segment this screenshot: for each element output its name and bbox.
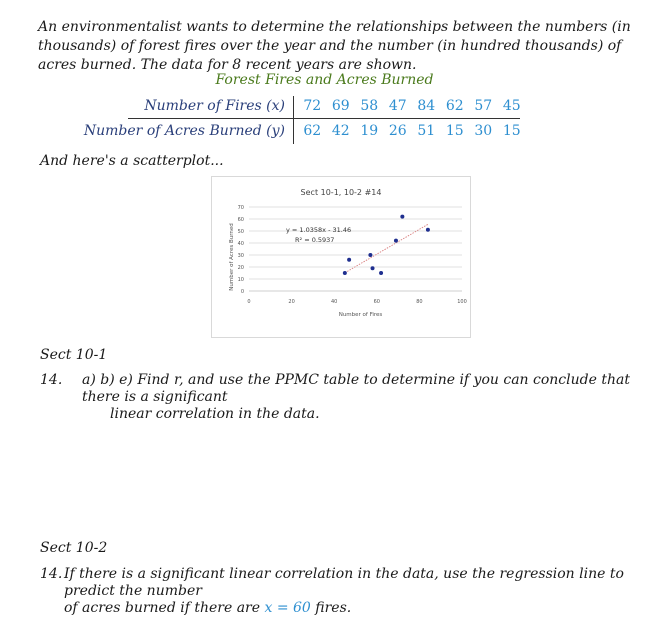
trendline-equation: y = 1.0358x - 31.46 — [286, 226, 352, 234]
fires-value-cell: 62 — [445, 98, 464, 114]
y-tick-label: 60 — [237, 217, 244, 223]
fires-value-cell: 58 — [360, 98, 379, 114]
acres-value-cell: 15 — [445, 123, 464, 139]
question-14b-equation: x = 60 — [264, 600, 311, 616]
question-14-line2: linear correlation in the data. — [110, 406, 320, 422]
data-point — [400, 215, 404, 219]
fires-value-cell: 72 — [303, 98, 322, 114]
fires-value-cell: 84 — [417, 98, 436, 114]
y-tick-label: 40 — [237, 241, 244, 247]
y-tick-label: 10 — [237, 277, 244, 283]
question-14-line1: a) b) e) Find r, and use the PPMC table to determine if you can conclude that there is a significant — [82, 372, 630, 405]
fires-value-cell: 69 — [331, 98, 350, 114]
x-tick-label: 80 — [416, 299, 423, 305]
x-tick-label: 0 — [247, 299, 251, 305]
question-14-text-a — [82, 372, 642, 423]
table-column-divider — [293, 96, 294, 144]
y-tick-label: 30 — [237, 253, 244, 259]
acres-value-cell: 42 — [331, 123, 350, 139]
y-tick-label: 50 — [237, 229, 244, 235]
acres-value-cell: 19 — [360, 123, 379, 139]
problem-intro: An environmentalist wants to determine the relationships between the numbers (in thousands) of forest fires over the year and the number (in hundred thousands) of acres burned. The data for 8 recent years are shown. — [38, 19, 631, 73]
acres-value-cell: 51 — [417, 123, 436, 139]
data-point — [426, 228, 430, 232]
chart-title: Sect 10-1, 10-2 #14 — [300, 188, 382, 197]
question-14b-line2 — [64, 600, 644, 617]
data-point — [379, 271, 383, 275]
question-14b-line2-pre: of acres burned if there are — [64, 600, 265, 616]
row-label-fires: Number of Fires (x) — [144, 98, 285, 114]
y-tick-label: 20 — [237, 265, 244, 271]
question-14b-line1: If there is a significant linear correlation in the data, use the regression line to predict the number — [64, 566, 624, 599]
x-tick-label: 60 — [373, 299, 380, 305]
fires-values-row — [298, 98, 526, 114]
y-axis-label: Number of Acres Burned — [229, 223, 235, 291]
acres-value-cell: 26 — [388, 123, 407, 139]
data-point — [347, 258, 351, 262]
x-axis-label: Number of Fires — [338, 312, 383, 318]
acres-value-cell: 62 — [303, 123, 322, 139]
acres-values-row — [298, 123, 526, 139]
fires-value-cell: 47 — [388, 98, 407, 114]
fires-value-cell: 45 — [502, 98, 521, 114]
row-label-acres: Number of Acres Burned (y) — [83, 123, 285, 139]
data-point — [394, 239, 398, 243]
table-divider — [128, 118, 520, 119]
data-point — [371, 266, 375, 270]
scatter-chart-svg — [212, 177, 470, 337]
question-14b-number: 14. — [40, 566, 63, 582]
data-point — [343, 271, 347, 275]
data-point — [368, 253, 372, 257]
x-tick-label: 40 — [331, 299, 338, 305]
x-tick-label: 100 — [457, 299, 467, 305]
question-14b-line2-post: fires. — [310, 600, 352, 616]
acres-value-cell: 15 — [502, 123, 521, 139]
question-14b-text — [64, 566, 644, 617]
acres-value-cell: 30 — [474, 123, 493, 139]
question-14-number: 14. — [40, 372, 63, 388]
scatter-chart — [211, 176, 471, 338]
table-title: Forest Fires and Acres Burned — [215, 72, 434, 88]
trendline — [345, 224, 428, 272]
fires-value-cell: 57 — [474, 98, 493, 114]
section-10-2-label: Sect 10-2 — [40, 540, 108, 556]
section-10-1-label: Sect 10-1 — [40, 347, 108, 363]
trendline-r2: R² = 0.5937 — [295, 236, 335, 244]
y-tick-label: 70 — [237, 205, 244, 211]
scatter-intro: And here's a scatterplot... — [40, 153, 224, 169]
x-tick-label: 20 — [288, 299, 295, 305]
y-tick-label: 0 — [240, 289, 244, 295]
